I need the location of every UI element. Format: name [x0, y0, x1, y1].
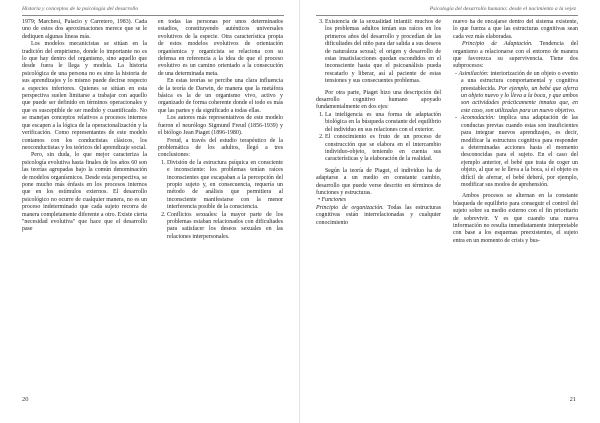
- org-label: Principio de organización.: [316, 204, 384, 211]
- left-column-2: [158, 19, 283, 391]
- header-rule-left: [22, 15, 284, 16]
- freud-conclusions-list: [158, 160, 283, 241]
- adaptation-principle: [453, 41, 578, 71]
- running-header-left: Historia y conceptos de la psicología del desarrollo: [22, 6, 139, 12]
- sub1-example: Por ejemplo, un bebé que aferra un objeto nuevo y lo lleva a la boca, y que ambos son actividades prácticamente innatas que, en este caso, son utilizadas para un nuevo objetivo.: [461, 85, 578, 114]
- piaget-axes-list: [316, 112, 441, 164]
- paragraph: Pero, sin duda, lo que mejor caracteriza la psicología evolutiva hasta finales de los años 60 son las teorías agrupadas bajo la común denominación de modelos organísmicos. Desde esta perspectiva, se pone mucho más énfasis en los procesos internos que en los estímulos externos. El desarrollo psicológico no ocurre de cualquier manera, no es un proceso indeterminado que cada sujeto recorra de manera completamente diferente a otro. Existe cierta "necesidad evolutiva" que hace que el desarrollo pase: [22, 152, 147, 233]
- list-item: 1. La inteligencia es una forma de adaptación biológica en la búsqueda constante del equilibrio del individuo en sus relaciones con el exterior.: [325, 112, 441, 134]
- accommodation-item: - Acomodación: implica una adaptación de las conductas previas cuando estas son insuficientes para integrar nuevos aprendizajes, es decir, modificar la estructura cognitiva para responder a determinadas acciones hasta el momento desconocidas para el sujeto. En el caso del ejemplo anterior, el bebé que trata de coger un objeto, al que se le lleva a la boca, sí el objeto es difícil de aferrar, el bebé deberá, por ejemplo, modificar sus modos de aprehensión.: [455, 115, 578, 188]
- paragraph: Los autores más representativos de este modelo fueron el neurólogo Sigmund Freud (1856-1939) y el biólogo Jean Piaget (1896-1980).: [158, 115, 283, 137]
- paragraph: En estas teorías se percibe una clara influencia de la teoría de Darwin, de manera que la metáfora básica es la de un organismo vivo, activo y organizado de forma coherente donde el todo es más que las partes y da significado a todas ellas.: [158, 78, 283, 114]
- adapt-label: Principio de Adaptación.: [462, 41, 533, 48]
- right-column-2: [453, 19, 578, 391]
- list-item: 3. Existencia de la sexualidad infantil: muchos de los problemas adultos tenían sus raíces en los primeros años del desarrollo y procedían de las dificultades del niño para dar salida a sus deseos de naturaleza sexual; el origen y desarrollo de estas insatisfacciones quedan escondidos en el inconsciente hasta que el psicoanálisis pueda rescatarlo y liberar, así al paciente de estas tensiones y sus consecuentes problemas.: [325, 19, 441, 86]
- paragraph: Ambos procesos se alternan en la constante búsqueda de equilibrio para conseguir el control del sujeto sobre su medio externo con el fin prioritario de sobrevivir. Y es que cuando una nueva información no resulta inmediatamente interpretable con base a los esquemas preexistentes, el sujeto entra en un momento de crisis y bus-: [453, 193, 578, 244]
- freud-conclusions-list-cont: [316, 19, 441, 86]
- organization-principle: [316, 205, 441, 227]
- running-header-right: Psicología del desarrollo humano: desde el nacimiento a la vejez: [429, 6, 576, 12]
- header-rule-right: [316, 15, 578, 16]
- sub2-text: implica una adaptación de las conductas previas cuando estas son insuficientes para integrar nuevos aprendizajes, es decir, modificar la estructura cognitiva para responder a determinadas acciones hasta el momento desconocidas para el sujeto. En el caso del ejemplo anterior, el bebé que trata de coger un objeto, al que se le lleva a la boca, sí el objeto es difícil de aferrar, el bebé deberá, por ejemplo, modificar sus modos de aprehensión.: [461, 115, 578, 188]
- left-column-1: [22, 19, 147, 391]
- functions-label: Funciones: [321, 197, 347, 204]
- right-column-1: [316, 19, 441, 391]
- list-item: 1. División de la estructura psíquica en consciente e inconsciente: los problemas tenían raíces inconscientes que escapaban a la percepción del propio sujeto y, en consecuencia, requería un método de análisis que permitiera al inconsciente manifestarse con la menor interferencia posible de la consciencia.: [167, 160, 283, 212]
- paragraph: nuevo ha de encajarse dentro del sistema existente, lo que fuerza a que las estructuras cognitivas sean cada vez más elaboradas.: [453, 19, 578, 40]
- paragraph: en todas las personas por unos determinados estadios, constituyendo auténticos universales evolutivos de la especie. Otra característica propia de estos modelos evolutivos de orientación organísmica y organicista se relaciona con su defensa en referencia a la idea de que el proceso evolutivo es un camino orientado a la consecución de una determinada meta.: [158, 19, 283, 77]
- paragraph: 1979; Marchesi, Palacio y Carretero, 1983). Cada uno de estos dos aproximaciones merece que se le dediquen algunas líneas más.: [22, 19, 147, 40]
- paragraph: Los modelos mecanicistas se sitúan en la tradición del empirismo, donde lo importante no es lo que hay dentro del organismo, sino aquello que desde fuera le llega y modela. La historia psicológica de una persona no es sino la historia de sus aprendizajes y lo mismo puede decirse respecto a especies inferiores. Quienes se sitúan en esta perspectiva suelen limitarse a trabajar con aquello que puede ser definido en términos operacionales y que es susceptible de ser medido y cuantificado. No se manejan conceptos relativos a procesos internos que escapen a la lógica de la operacionalización y la verificación. Como representantes de este modelo contamos con los conductistas clásicos, los neoconductistas y los teóricos del aprendizaje social.: [22, 41, 147, 151]
- assimilation-item: - Asimilación: interiorización de un objeto o evento a una estructura comportamental y cognitiva preestablecida. Por ejemplo, un bebé que aferra un objeto nuevo y lo lleva a la boca, y que ambos son actividades prácticamente innatas que, en este caso, son utilizadas para un nuevo objetivo.: [455, 70, 578, 114]
- list-item: 2. El conocimiento es fruto de un proceso de construcción que se elabora en el intercambio individuo-objeto, teniendo en cuenta sus características y la elaboración de la realidad.: [325, 134, 441, 164]
- right-page: [300, 0, 600, 423]
- sub1-text: interiorización de un objeto o evento a una estructura comportamental y cognitiva preestablecida.: [461, 70, 578, 92]
- functions-heading: • Funciones: [318, 197, 347, 204]
- paragraph: Según la teoría de Piaget, el individuo ha de adaptarse a un medio en constante cambio, desarrollo que puede verse descrito en términos de funciones y estructuras.: [316, 167, 441, 196]
- page-number-right: 21: [569, 396, 576, 403]
- list-item: 2. Conflictos sexuales: la mayor parte de los problemas estaban relacionados con dificultades para satisfacer los deseos sexuales en las relaciones interpersonales.: [167, 212, 283, 242]
- sub2-label: Acomodación:: [460, 115, 496, 122]
- sub1-label: Asimilación:: [458, 70, 489, 77]
- page-number-left: 20: [22, 396, 29, 403]
- org-text: Todas las estructuras cognitivas están interrelacionadas y cualquier conocimiento: [316, 204, 441, 226]
- paragraph: Freud, a través del estudio terapéutico de la problemática de los adultos, llegó a tres conclusiones:: [158, 137, 283, 159]
- paragraph: Por otra parte, Piaget hizo una descripción del desarrollo cognitivo humano apoyado fundamentalmente en dos ejes:: [316, 89, 441, 111]
- adapt-text: Tendencia del organismo a relacionarse con el entorno de manera que favorezca su supervivencia. Tiene dos subprocesos:: [453, 41, 578, 70]
